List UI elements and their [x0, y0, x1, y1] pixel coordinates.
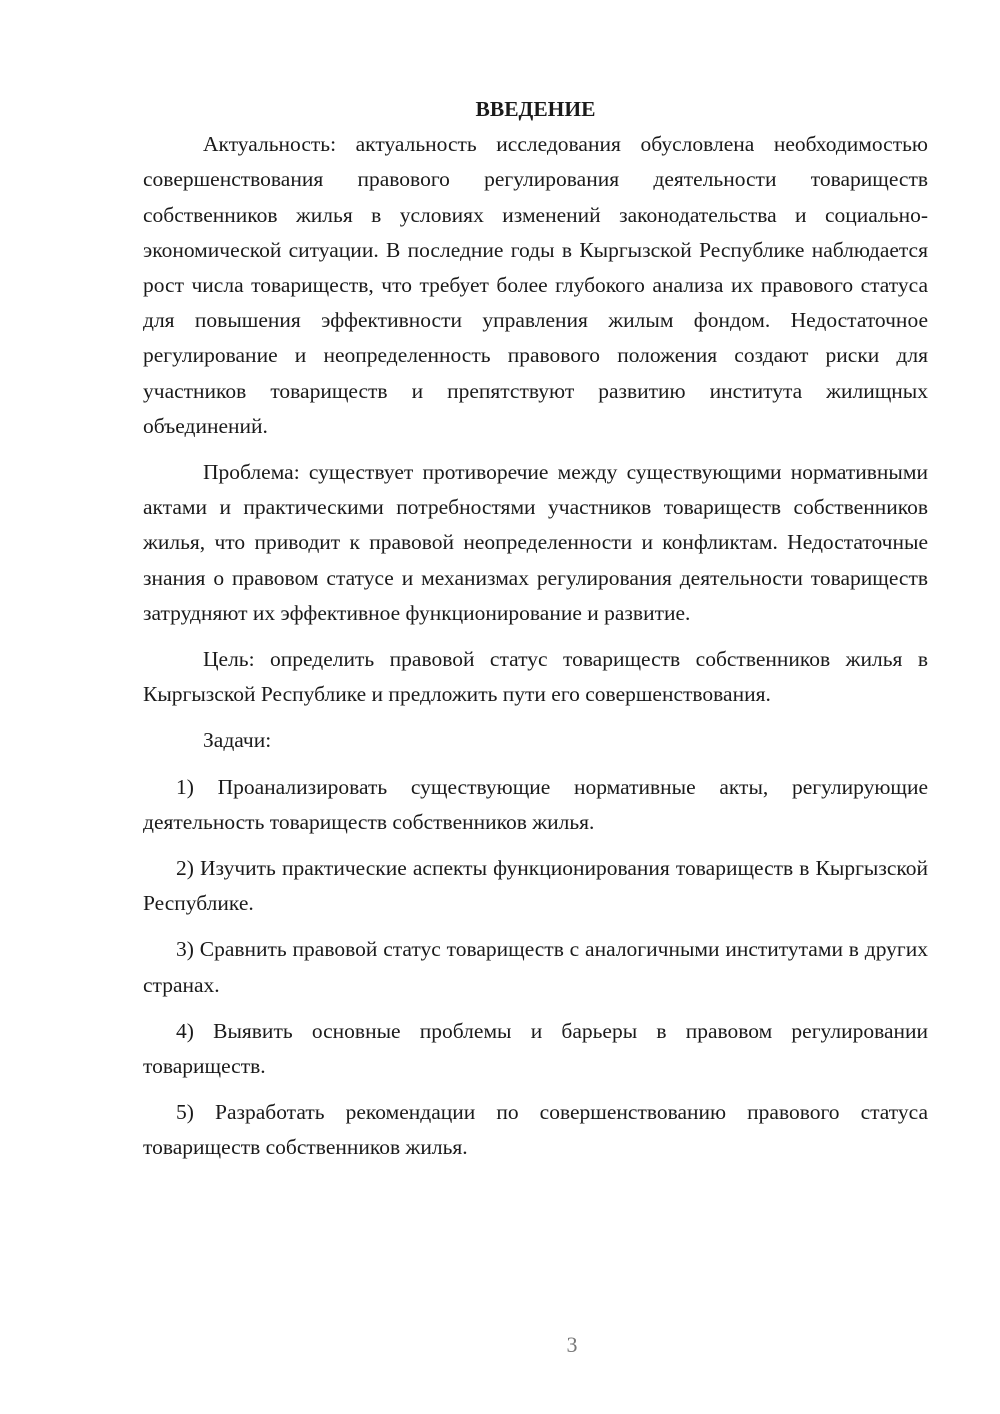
- paragraph-goal: Цель: определить правовой статус товариществ собственников жилья в Кыргызской Республике и предложить пути его совершенствования.: [143, 647, 928, 707]
- paragraph-problem: Проблема: существует противоречие между существующими нормативными актами и практическими потребностями участников товариществ собственников жилья, что приводит к правовой неопределенности и конфликтам. Недостаточные знания о правовом статусе и механизмах регулирования деятельности товариществ затрудняют их эффективное функционирование и развитие.: [143, 460, 928, 625]
- task-item-1: 1) Проанализировать существующие нормативные акты, регулирующие деятельность товариществ собственников жилья.: [143, 774, 928, 834]
- section-title: ВВЕДЕНИЕ: [475, 97, 596, 121]
- task-item-5: 5) Разработать рекомендации по совершенствованию правового статуса товариществ собственников жилья.: [143, 1100, 928, 1160]
- page-content: [143, 92, 928, 1166]
- task-item-3: 3) Сравнить правовой статус товариществ с аналогичными институтами в других странах.: [143, 937, 928, 997]
- page-number: 3: [566, 1332, 578, 1357]
- paragraph-tasks-heading: Задачи:: [203, 728, 272, 753]
- paragraph-relevance: Актуальность: актуальность исследования обусловлена необходимостью совершенствования правового регулирования деятельности товариществ собственников жилья в условиях изменений законодательства и социально-экономической ситуации. В последние годы в Кыргызской Республике наблюдается рост числа товариществ, что требует более глубокого анализа их правового статуса для повышения эффективности управления жилым фондом. Недостаточное регулирование и неопределенность правового положения создают риски для участников товариществ и препятствуют развитию института жилищных объединений.: [143, 132, 928, 438]
- task-item-2: 2) Изучить практические аспекты функционирования товариществ в Кыргызской Республике.: [143, 856, 928, 916]
- task-item-4: 4) Выявить основные проблемы и барьеры в правовом регулировании товариществ.: [143, 1018, 928, 1079]
